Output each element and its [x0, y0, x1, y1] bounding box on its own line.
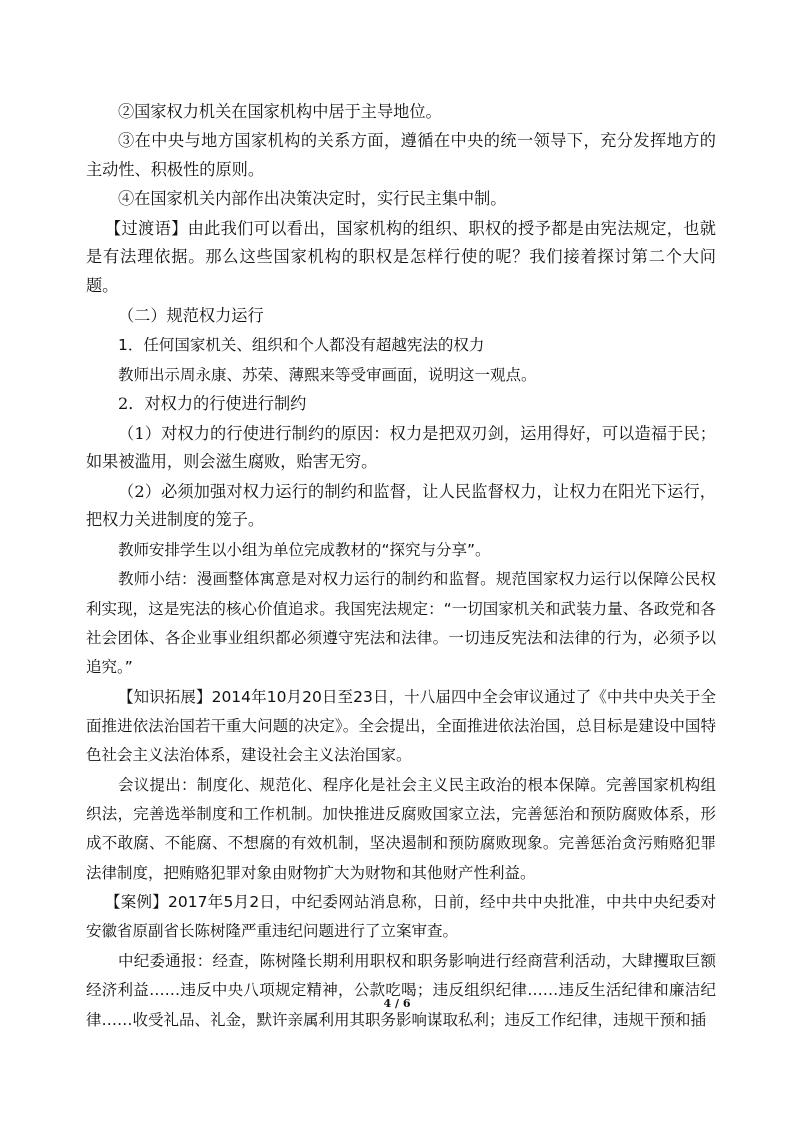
- paragraph: ②国家权力机关在国家机构中居于主导地位。: [118, 102, 442, 121]
- paragraph: ③在中央与地方国家机构的关系方面，遵循在中央的统一领导下，充分发挥地方的主动性、积极性的原则。: [86, 131, 716, 180]
- paragraph-case: 【案例】2017年5月2日，中纪委网站消息称，日前，经中共中央批准，中共中央纪委对安徽省原副省长陈树隆严重违纪问题进行了立案审查。: [86, 893, 716, 941]
- subheading: 1．任何国家机关、组织和个人都没有超越宪法的权力: [118, 335, 485, 354]
- page-number: 4 / 6: [383, 997, 411, 1010]
- paragraph: 会议提出：制度化、规范化、程序化是社会主义民主政治的根本保障。完善国家机构组织法，完善选举制度和工作机制。加快推进反腐败国家立法，完善惩治和预防腐败体系，形成不敢腐、不能腐、不想腐的有效机制，坚决遏制和预防腐败现象。完善惩治贪污贿赂犯罪法律制度，把贿赂犯罪对象由财物扩大为财物和其他财产性利益。: [86, 775, 716, 882]
- document-body: [86, 98, 716, 1035]
- subheading: 2．对权力的行使进行制约: [118, 394, 307, 414]
- paragraph: 教师小结：漫画整体寓意是对权力运行的制约和监督。规范国家权力运行以保障公民权利实现，这是宪法的核心价值追求。我国宪法规定：“一切国家机关和武装力量、各政党和各社会团体、各企业事业组织都必须遵守宪法和法律。一切违反宪法和法律的行为，必须予以追究。”: [86, 570, 716, 677]
- paragraph: 教师出示周永康、苏荣、薄熙来等受审画面，说明这一观点。: [118, 365, 537, 384]
- paragraph: （1）对权力的行使进行制约的原因：权力是把双刃剑，运用得好，可以造福于民；如果被滥用，则会滋生腐败，贻害无穷。: [86, 423, 716, 472]
- paragraph: ④在国家机关内部作出决策决定时，实行民主集中制。: [118, 189, 507, 209]
- paragraph: 教师安排学生以小组为单位完成教材的“探究与分享”。: [118, 540, 491, 559]
- paragraph: （2）必须加强对权力运行的制约和监督，让人民监督权力，让权力在阳光下运行，把权力关进制度的笼子。: [86, 481, 716, 530]
- paragraph-knowledge-extension: 【知识拓展】2014年10月20日至23日，十八届四中全会审议通过了《中共中央关于全面推进依法治国若干重大问题的决定》。全会提出，全面推进依法治国，总目标是建设中国特色社会主义法治体系，建设社会主义法治国家。: [86, 687, 716, 765]
- paragraph-transition: 【过渡语】由此我们可以看出，国家机构的组织、职权的授予都是由宪法规定，也就是有法理依据。那么这些国家机构的职权是怎样行使的呢？我们接着探讨第二个大问题。: [86, 218, 716, 296]
- section-heading: （二）规范权力运行: [118, 305, 264, 325]
- paragraph: 中纪委通报：经查，陈树隆长期利用职权和职务影响进行经商营利活动，大肆攫取巨额经济利益……违反中央八项规定精神，公款吃喝；违反组织纪律……违反生活纪律和廉洁纪律……收受礼品、礼金，默许亲属利用其职务影响谋取私利；违反工作纪律，违规干预和插: [86, 952, 716, 1029]
